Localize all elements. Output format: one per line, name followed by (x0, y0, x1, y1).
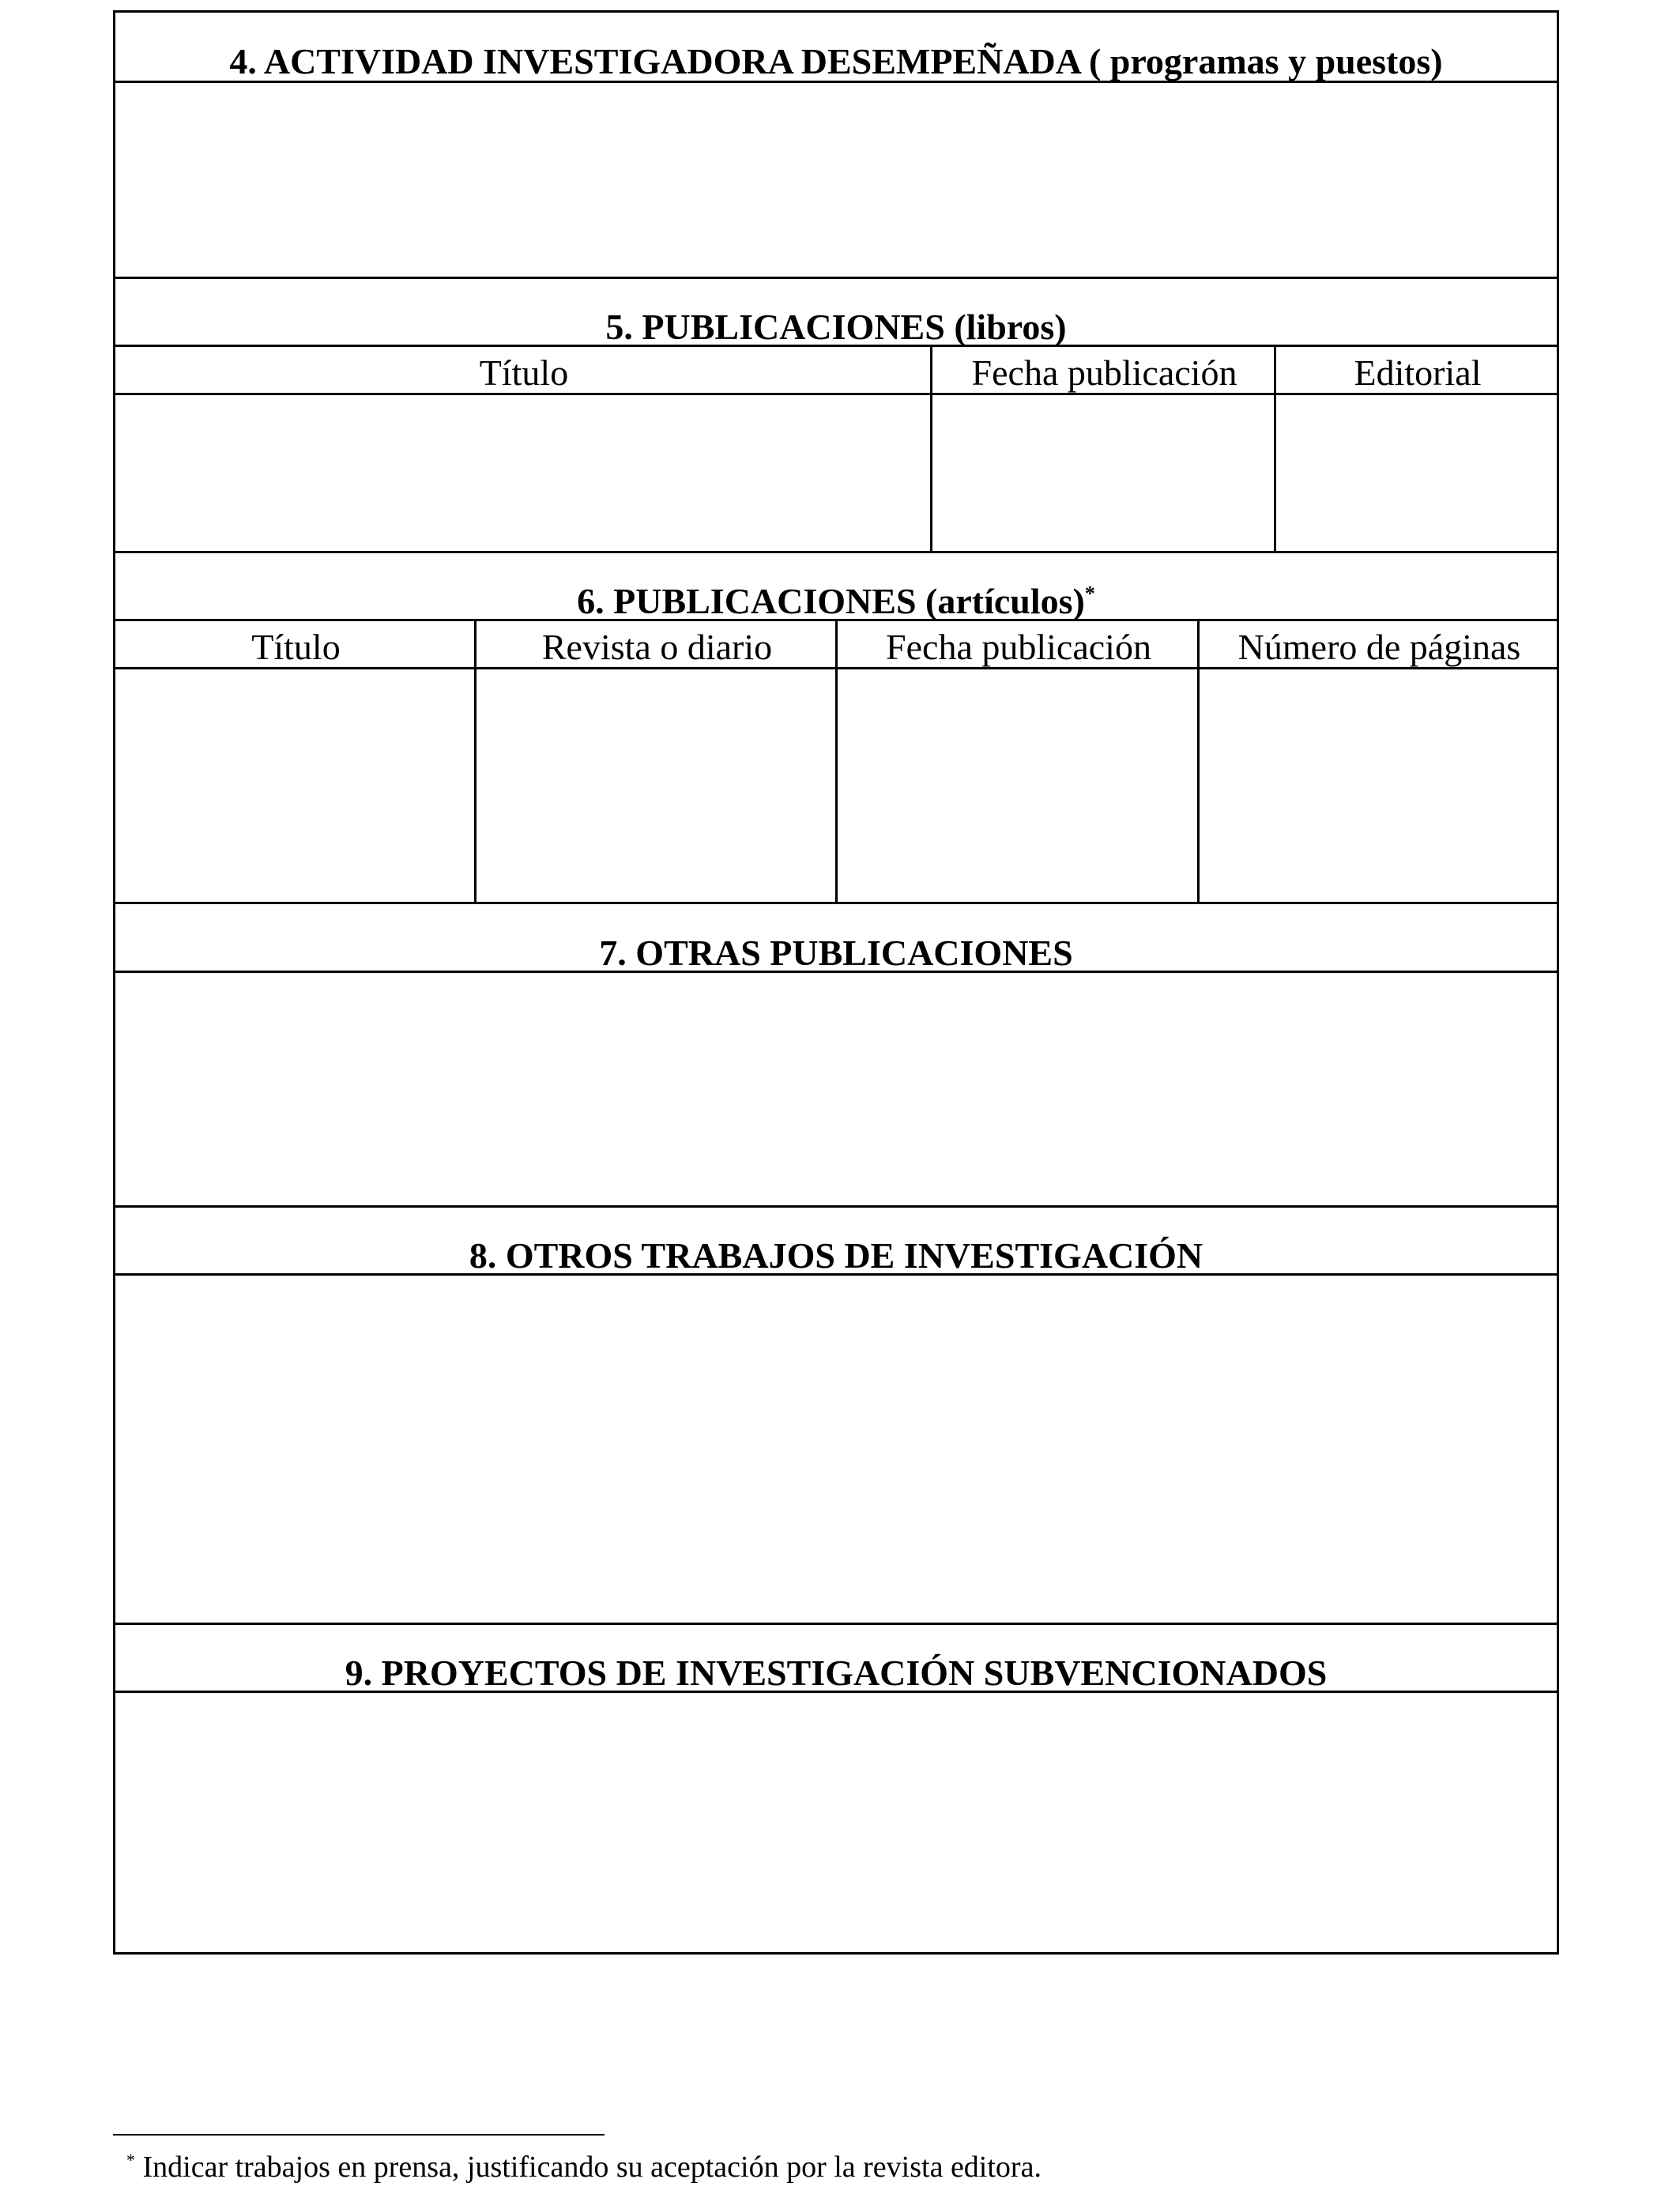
section-8-title: 8. OTROS TRABAJOS DE INVESTIGACIÓN (469, 1235, 1203, 1276)
section-6-date-cell[interactable] (838, 669, 1197, 902)
section-6-col-pages: Número de páginas (1237, 627, 1521, 667)
section-6-journal-cell[interactable] (477, 669, 835, 902)
form-table (113, 10, 1559, 1955)
section-5-title: 5. PUBLICACIONES (libros) (605, 307, 1067, 347)
section-6-col-journal: Revista o diario (541, 627, 773, 667)
divider (115, 551, 1557, 553)
section-6-title-text: 6. PUBLICACIONES (artículos) (577, 581, 1085, 621)
section-4-entry-area[interactable] (115, 83, 1557, 277)
divider (115, 345, 1557, 347)
section-9-entry-area[interactable] (115, 1693, 1557, 1952)
footnote (126, 2148, 1042, 2186)
section-6-pages-cell[interactable] (1200, 669, 1559, 902)
section-7-entry-area[interactable] (115, 973, 1557, 1205)
section-6-col-date: Fecha publicación (886, 627, 1151, 667)
section-4-title: 4. ACTIVIDAD INVESTIGADORA DESEMPEÑADA ( programas y puestos) (229, 41, 1443, 81)
section-8-entry-area[interactable] (115, 1276, 1557, 1623)
section-5-title-cell[interactable] (115, 395, 930, 551)
section-6-col-title: Título (251, 627, 341, 667)
footnote-mark: * (126, 2150, 135, 2170)
section-7-title: 7. OTRAS PUBLICACIONES (599, 933, 1073, 973)
section-9-title: 9. PROYECTOS DE INVESTIGACIÓN SUBVENCIONADOS (345, 1653, 1328, 1693)
divider (115, 1623, 1557, 1625)
section-5-col-date: Fecha publicación (971, 352, 1237, 393)
section-5-col-publisher: Editorial (1354, 352, 1482, 393)
section-5-col-title: Título (479, 352, 569, 393)
section-6-footnote-mark: * (1084, 582, 1095, 605)
section-6-title-cell[interactable] (115, 669, 474, 902)
footnote-text: Indicar trabajos en prensa, justificando su aceptación por la revista editora. (135, 2151, 1042, 2184)
section-6-title (115, 579, 1557, 624)
divider (115, 902, 1557, 904)
divider (115, 1205, 1557, 1208)
footnote-separator (113, 2134, 605, 2136)
divider (115, 277, 1557, 279)
section-5-date-cell[interactable] (932, 395, 1274, 551)
section-5-publisher-cell[interactable] (1276, 395, 1559, 551)
